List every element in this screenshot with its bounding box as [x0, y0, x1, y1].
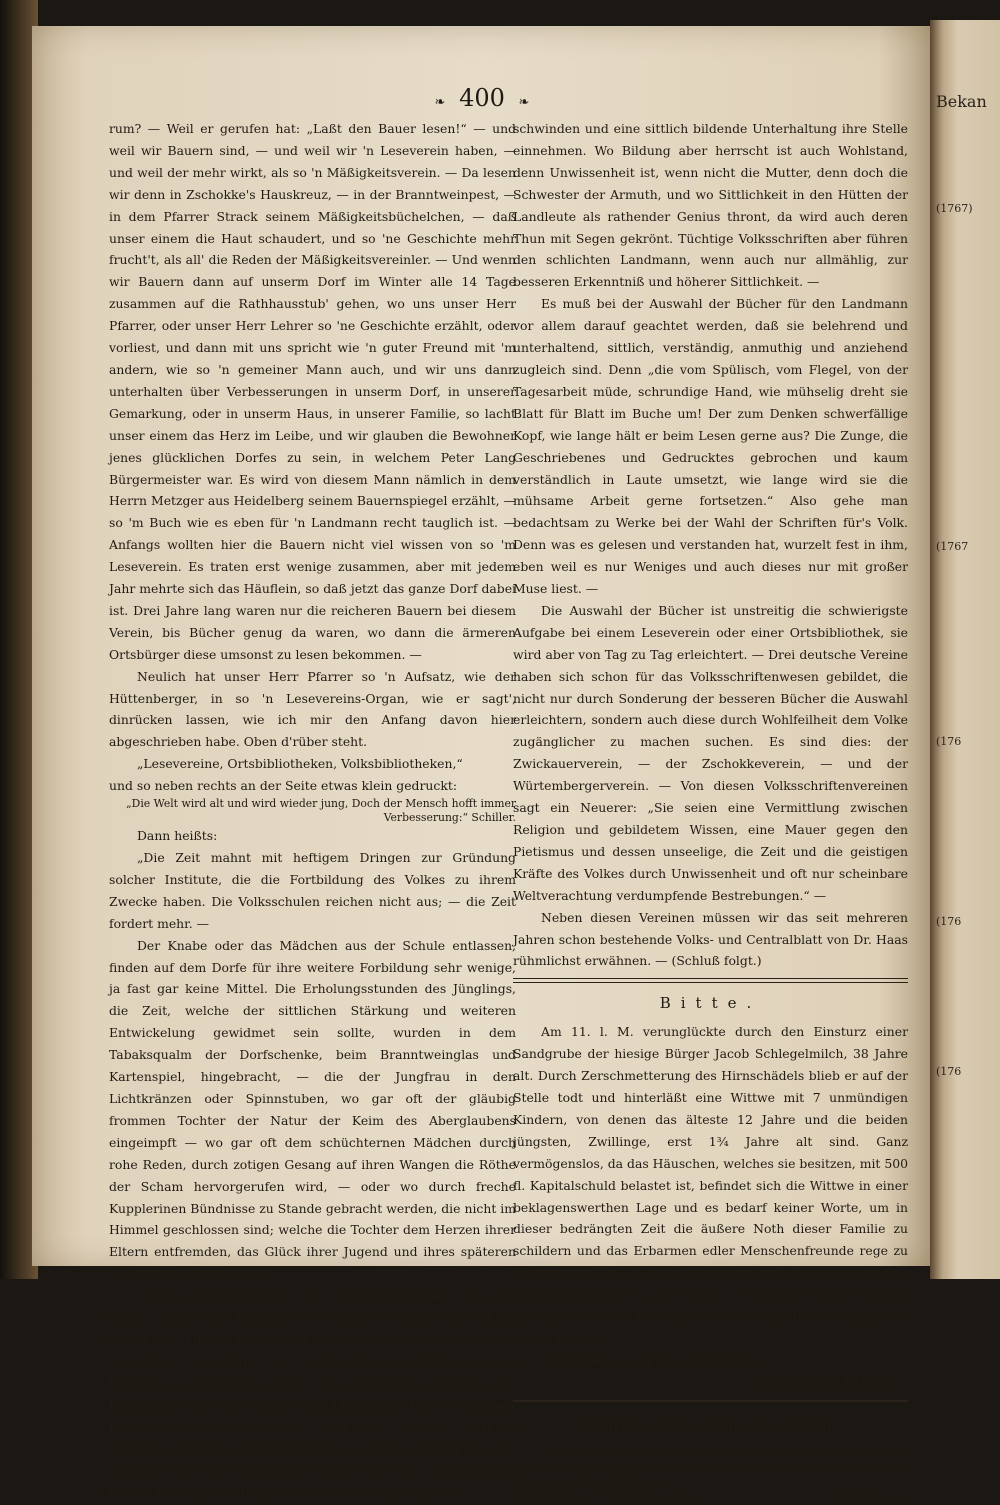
right-paragraph: schwinden und eine sittlich bildende Unterhaltung ihre Stelle einnehmen. Wo Bildung aber herrscht ist auch Wohlstand, denn Unwissenheit ist, wenn nicht die Mutter, denn doch die Schwester der Armuth, und wo Sittlichkeit in den Hütten der Landleute als rathender Genius thront, da wird auch deren Thun mit Segen gekrönt. Tüchtige Volksschriften aber führen den schlichten Landmann, wenn auch nur allmählig, zur besseren Erkenntniß und höherer Sittlichkeit. —: [513, 121, 908, 290]
section-divider: [513, 978, 908, 983]
left-paragraph: und so neben rechts an der Seite etwas klein gedruckt:: [109, 778, 457, 794]
adjacent-page-fragment: (1767: [936, 540, 969, 553]
left-paragraph: Diesem Uebel unserer Zeit entgegenzuwirken ist eine heilige Pflicht der Freunde des Volks, vor allem der Lehrer, denen die Pflege der Jugend, die Seelen der Erwachsenen anvertraut sind. Eins der zweckmäßigsten Mittel, diesem Unwesen entgegen zu treten, sind nun wohl unstreitig die Lesevereine, die Orts- und Volksbibliotheken. Das Lesen eines Buches fesselt den Jüngling und die Jungfrau in ihren Erholungsstunden, und der Inhalt desselben wird dann in der Schenke oder der Spinnstube den Stoff der Unterhaltung bilden. Die früheren Rohheiten werden so allmählig ver-: [109, 1288, 516, 1501]
section-heading: „Lesevereine, Ortsbibliotheken, Volksbibliotheken,“: [137, 756, 463, 772]
right-paragraph: Es muß bei der Auswahl der Bücher für den Landmann vor allem darauf geachtet werden, daß sie belehrend und unterhaltend, sittlich, verständig, anmuthig und anziehend zugleich sind. Denn „die vom Spülisch, vom Flegel, von der Tagesarbeit müde, schrundige Hand, wie mühselig dreht sie Blatt für Blatt im Buche um! Der zum Denken schwerfällige Kopf, wie lange hält er beim Lesen gerne aus? Die Zunge, die Geschriebenes und Gedrucktes gebrochen und kaum verständlich in Laute umsetzt, wie lange wird sie die mühsame Arbeit gerne fortsetzen.“ Also gehe man bedachtsam zu Werke bei der Wahl der Schriften für's Volk. Denn was es gelesen und verstanden hat, wurzelt fest in ihm, eben weil es nur Weniges und auch dieses nur mit großer Muse liest. —: [513, 296, 908, 597]
left-paragraph: „Die Zeit mahnt mit heftigem Dringen zur Gründung solcher Institute, die die Fortbildung des Volkes zu ihrem Zwecke haben. Die Volksschulen reichen nicht aus; — die Zeit fordert mehr. —: [109, 850, 516, 931]
bitte-title: Bitte.: [659, 994, 762, 1013]
adjacent-page-fragment: (176: [936, 915, 962, 928]
left-paragraph: Neulich hat unser Herr Pfarrer so 'n Aufsatz, wie der Hüttenberger, in so 'n Lesevereins-Organ, wie er sagt', dinrücken lassen, wie ich mir den Anfang davon hier abgeschrieben habe. Oben d'rüber steht.: [109, 668, 516, 750]
page-number: 400: [459, 84, 505, 112]
receipt-footer: [513, 1490, 908, 1505]
adjacent-page-fragment: Bekan: [936, 92, 987, 111]
ornament-icon: ❧: [518, 95, 530, 110]
right-column: [513, 118, 908, 1505]
adjacent-page-fragment: (1767): [936, 202, 973, 215]
left-paragraph: Dann heißts:: [137, 828, 218, 844]
bitte-signature: Bornagius, Pfarrer.: [750, 1374, 908, 1390]
adjacent-page-edge: [930, 20, 1000, 1279]
adjacent-page-fragment: (176: [936, 735, 962, 748]
motto: „Die Welt wird alt und wird wieder jung, Doch der Mensch hofft immer Verbesserung:“ Schiller.: [126, 797, 516, 825]
right-paragraph: Neben diesen Vereinen müssen wir das seit mehreren Jahren schon bestehende Volks- und Centralblatt von Dr. Haas rühmlichst erwähnen. — (Schluß folgt.): [513, 909, 908, 969]
left-column: [109, 118, 516, 1504]
bitte-text: Am 11. l. M. verunglückte durch den Einsturz einer Sandgrube der hiesige Bürger Jacob Schlegelmilch, 38 Jahre alt. Durch Zerschmetterung des Hirnschädels blieb er auf der Stelle todt und hinterläßt eine Wittwe mit 7 unmündigen Kindern, von denen das älteste 12 Jahre und die beiden jüngsten, Zwillinge, erst 1¾ Jahre alt sind. Ganz vermögenslos, da das Häuschen, welches sie besitzen, mit 500 fl. Kapitalschuld belastet ist, befindet sich die Wittwe in einer beklagenswerthen Lage und es bedarf keiner Worte, um in dieser bedrängten Zeit die äußere Noth dieser Familie zu schildern und das Erbarmen edler Menschenfreunde rege zu machen, ich füge blos die Bitte hinzu, daß dieselben sich eine Weihnachtsfreude durch Gaben christlicher Liebe bereiten und mir oder dem Herausgeber dieses Blattes sie zukommen lassen mögen.: [513, 1024, 908, 1346]
bitte-place-date: Assenheim am 14. December 1846.: [541, 1352, 764, 1368]
receipt-signature: C. Bindernagel.: [824, 1490, 908, 1503]
left-paragraph: Der Knabe oder das Mädchen aus der Schule entlassen, finden auf dem Dorfe für ihre weitere Forbildung sehr wenige, ja fast gar keine Mittel. Die Erholungsstunden des Jünglings, die Zeit, welche der sittlichen Stärkung und weiteren Entwickelung gewidmet sein sollte, wurden in dem Tabaksqualm der Dorfschenke, beim Branntweinglas und Kartenspiel, hingebracht, — die der Jungfrau in den Lichtkränzen oder Spinnstuben, wo gar oft der gläubig frommen Tochter der Natur der Keim des Aberglaubens eingeimpft — wo gar oft dem schüchternen Mädchen durch rohe Reden, durch zotigen Gesang auf ihren Wangen die Röthe der Scham hervorgerufen wird, — oder wo durch freche Kupplerinen Bündnisse zu Stande gebracht werden, die nicht im Himmel geschlossen sind; welche die Tochter dem Herzen ihrer Eltern entfremden, das Glück ihrer Jugend und ihres späteren häuslichen Lebens stören. —: [109, 937, 516, 1282]
receipt-title: Empfangsbescheinigung.: [576, 1416, 845, 1433]
ornament-icon: ❧: [434, 95, 446, 110]
newspaper-page: [32, 26, 932, 1503]
adjacent-page-fragment: (176: [936, 1065, 962, 1078]
left-paragraph: rum? — Weil er gerufen hat: „Laßt den Bauer lesen!“ — und weil wir Bauern sind, — und weil wir 'n Leseverein haben, — und weil der mehr wirkt, als so 'n Mäßigkeitsverein. — Da lesen wir denn in Zschokke's Hauskreuz, — in der Branntweinpest, — in dem Pfarrer Strack seinem Mäßigkeitsbüchelchen, — daß unser einem die Haut schaudert, und so 'ne Geschichte mehr frucht't, als all' die Reden der Mäßigkeitsvereinler. — Und wenn wir Bauern dann auf unserm Dorf im Winter alle 14 Tage zusammen auf die Rathhausstub' gehen, wo uns unser Herr Pfarrer, oder unser Herr Lehrer so 'ne Geschichte erzählt, oder vorliest, und dann mit uns spricht wie 'n guter Freund mit 'm andern, wie so 'n gemeiner Mann auch, und wir uns dann unterhalten über Verbesserungen in unserm Dorf, in unserer Gemarkung, oder in unserm Haus, in unserer Familie, so lacht unser einem das Herz im Leibe, und wir glauben die Bewohner jenes glücklichen Dorfes zu sein, in welchem Peter Lang Bürgermeister war. Es wird von diesem Mann nämlich in dem Herrn Metzger aus Heidelberg seinem Bauernspiegel erzählt, — so 'm Buch wie es eben für 'n Landmann recht tauglich ist. — Anfangs wollten hier die Bauern nicht viel wissen von so 'm Leseverein. Es traten erst wenige zusammen, aber mit jedem Jahr mehrte sich das Häuflein, so daß jetzt das ganze Dorf dabei ist. Drei Jahre lang waren nur die reicheren Bauern bei diesem Verein, bis Bücher genug da waren, wo dann die ärmeren Ortsbürger diese umsonst zu lesen bekommen. —: [109, 121, 516, 662]
section-divider: [513, 1400, 908, 1403]
right-paragraph: Die Auswahl der Bücher ist unstreitig die schwierigste Aufgabe bei einem Leseverein oder einer Ortsbibliothek, sie wird aber von Tag zu Tag erleichtert. — Drei deutsche Vereine haben sich schon für das Volksschriftenwesen gebildet, die nicht nur durch Sonderung der besseren Bücher die Auswahl erleichtern, sondern auch diese durch Wohlfeilheit dem Volke zugänglicher zu machen suchen. Es sind dies: der Zwickauerverein, — der Zschokkeverein, — und der Würtembergerverein. — Von diesen Volksschriftenvereinen sagt ein Neuerer: „Sie seien eine Vermittlung zwischen Religion und gebildetem Wissen, eine Mauer gegen den Pietismus und dessen unseelige, die Zeit und die geistigen Kräfte des Volkes durch Unwissenheit und oft nur scheinbare Weltverachtung verdumpfende Bestrebungen.“ —: [513, 602, 908, 903]
page-header: [32, 84, 932, 112]
receipt-text: Für Caspar Heidt in Grünberg ist ferner bei mir eingegangen: von Hr. H. Hock, Müller in Assenheim, 1 fl., von einem Ungenannten 24 kr.; Gesammtbetrag: 27 fl. 1½ kr.: [513, 1445, 908, 1488]
receipt-place-date: Friedberg den 17. Dezember 1846.: [513, 1490, 703, 1503]
